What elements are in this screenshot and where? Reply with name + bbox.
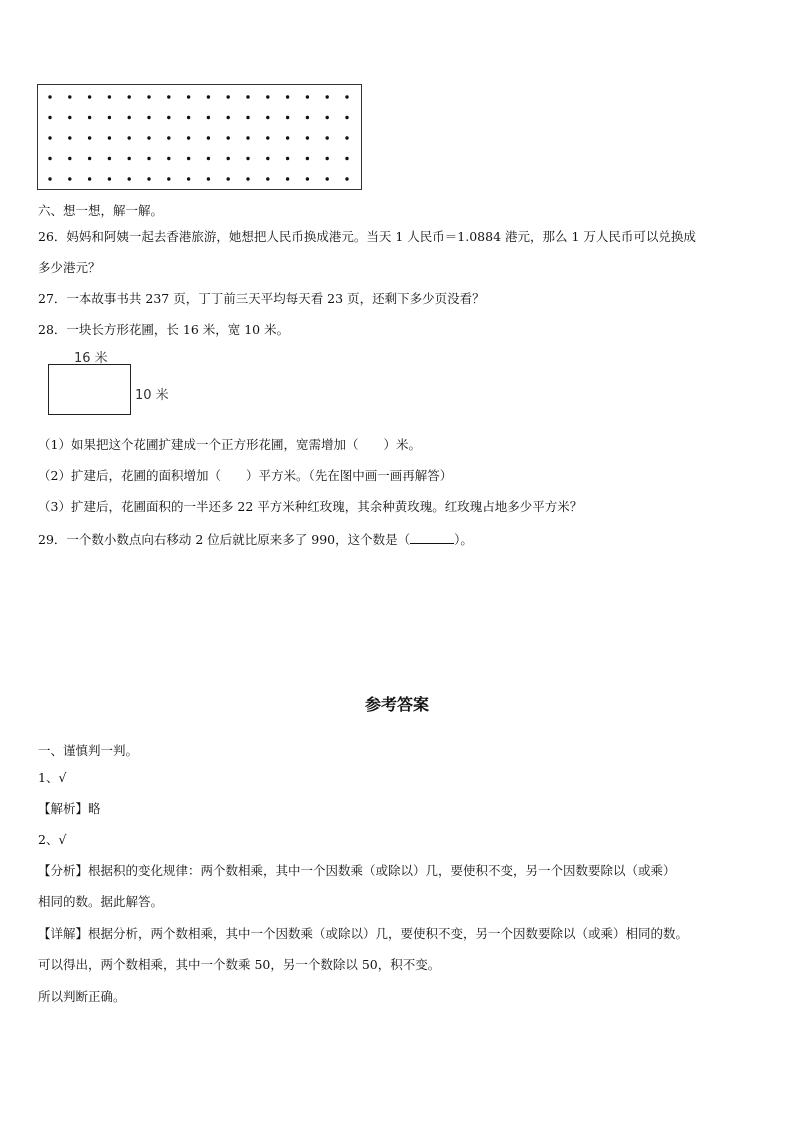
question-28-sub-3: （3）扩建后，花圃面积的一半还多 22 平方米种红玫瑰，其余种黄玫瑰。红玫瑰占地多少平方米？ — [38, 499, 583, 514]
grid-dot — [167, 95, 170, 98]
grid-dot — [88, 136, 91, 139]
grid-dot — [345, 157, 348, 160]
grid-dot — [48, 95, 51, 98]
grid-dot — [306, 95, 309, 98]
section-six-heading: 六、想一想，解一解。 — [38, 203, 164, 218]
grid-dot — [326, 177, 329, 180]
answer-2-analysis-line-2: 相同的数。据此解答。 — [38, 894, 164, 909]
grid-dot — [246, 136, 249, 139]
grid-dot — [88, 177, 91, 180]
answer-2: 2、√ — [38, 832, 67, 847]
grid-dot — [167, 136, 170, 139]
grid-dot — [167, 177, 170, 180]
grid-dot — [68, 177, 71, 180]
grid-dot — [108, 116, 111, 119]
grid-dot — [128, 136, 131, 139]
answer-2-detail-line-1: 【详解】根据分析，两个数相乘，其中一个因数乘（或除以）几，要使积不变，另一个因数要除以（或乘）相同的数。 — [38, 926, 689, 941]
grid-dot — [48, 136, 51, 139]
grid-dot — [326, 116, 329, 119]
grid-dot — [207, 116, 210, 119]
grid-dot — [266, 116, 269, 119]
question-27: 27．一本故事书共 237 页，丁丁前三天平均每天看 23 页，还剩下多少页没看？ — [38, 291, 485, 306]
grid-dot — [108, 157, 111, 160]
grid-dot — [108, 95, 111, 98]
grid-dot — [306, 116, 309, 119]
grid-dot — [68, 157, 71, 160]
grid-dot — [187, 177, 190, 180]
grid-dot — [48, 177, 51, 180]
grid-dot — [187, 136, 190, 139]
grid-dot — [286, 177, 289, 180]
grid-dot — [128, 157, 131, 160]
grid-dot — [88, 157, 91, 160]
grid-dot — [345, 136, 348, 139]
answer-blank — [410, 531, 454, 544]
grid-dot — [68, 136, 71, 139]
answer-1-analysis: 【解析】略 — [38, 801, 101, 816]
question-29-text: 29．一个数小数点向右移动 2 位后就比原来多了 990，这个数是（ — [38, 532, 411, 547]
grid-dot — [326, 157, 329, 160]
question-28: 28．一块长方形花圃，长 16 米，宽 10 米。 — [38, 322, 290, 337]
grid-dot — [246, 116, 249, 119]
grid-dot — [128, 95, 131, 98]
grid-dot — [266, 177, 269, 180]
grid-dot — [128, 116, 131, 119]
length-label: 16 米 — [74, 351, 108, 366]
grid-dot — [286, 116, 289, 119]
dot-grid-figure — [37, 84, 362, 190]
grid-dot — [326, 136, 329, 139]
grid-dot — [306, 177, 309, 180]
grid-dot — [147, 157, 150, 160]
grid-dot — [207, 95, 210, 98]
question-26-line-1: 26．妈妈和阿姨一起去香港旅游，她想把人民币换成港元。当天 1 人民币＝1.0884 港元，那么 1 万人民币可以兑换成 — [38, 229, 696, 244]
grid-dot — [246, 157, 249, 160]
dot-grid-svg — [38, 85, 363, 191]
grid-dot — [227, 157, 230, 160]
grid-dot — [207, 136, 210, 139]
answer-key-title: 参考答案 — [364, 695, 429, 714]
grid-dot — [246, 177, 249, 180]
question-28-sub-2: （2）扩建后，花圃的面积增加（ ）平方米。（先在图中画一画再解答） — [38, 468, 453, 483]
grid-dot — [266, 136, 269, 139]
grid-dot — [108, 177, 111, 180]
grid-dot — [88, 116, 91, 119]
garden-rectangle-figure — [46, 347, 186, 421]
grid-dot — [286, 157, 289, 160]
grid-dot — [286, 95, 289, 98]
grid-dot — [167, 116, 170, 119]
grid-dot — [187, 95, 190, 98]
grid-dot — [345, 177, 348, 180]
answer-2-conclusion: 所以判断正确。 — [38, 989, 126, 1004]
grid-dot — [187, 157, 190, 160]
grid-dot — [48, 157, 51, 160]
grid-dot — [227, 177, 230, 180]
grid-dot — [167, 157, 170, 160]
grid-dot — [345, 95, 348, 98]
grid-dot — [306, 157, 309, 160]
question-26-line-2: 多少港元？ — [38, 260, 101, 275]
grid-dot — [147, 116, 150, 119]
grid-dot — [88, 95, 91, 98]
grid-dot — [68, 95, 71, 98]
grid-dot — [345, 116, 348, 119]
grid-dot — [147, 95, 150, 98]
grid-dot — [266, 95, 269, 98]
answer-section-1-heading: 一、谨慎判一判。 — [38, 743, 139, 758]
grid-dot — [68, 116, 71, 119]
answer-1: 1、√ — [38, 770, 67, 785]
grid-dot — [246, 95, 249, 98]
answer-2-detail-line-2: 可以得出，两个数相乘，其中一个数乘 50，另一个数除以 50，积不变。 — [38, 957, 441, 972]
grid-dot — [147, 177, 150, 180]
grid-dot — [266, 157, 269, 160]
question-29 — [38, 531, 473, 548]
grid-dot — [187, 116, 190, 119]
grid-dot — [286, 136, 289, 139]
grid-dot — [306, 136, 309, 139]
width-label: 10 米 — [135, 388, 169, 403]
grid-dot — [227, 95, 230, 98]
grid-dot — [48, 116, 51, 119]
grid-dot — [227, 136, 230, 139]
answer-2-analysis-line-1: 【分析】根据积的变化规律：两个数相乘，其中一个因数乘（或除以）几，要使积不变，另一个因数要除以（或乘） — [38, 863, 676, 878]
grid-dot — [207, 157, 210, 160]
grid-dot — [326, 95, 329, 98]
grid-dot — [207, 177, 210, 180]
grid-dot — [227, 116, 230, 119]
grid-dot — [128, 177, 131, 180]
question-29-close: ）。 — [454, 532, 473, 547]
garden-rectangle — [48, 364, 131, 415]
grid-dot — [108, 136, 111, 139]
question-28-sub-1: （1）如果把这个花圃扩建成一个正方形花圃，宽需增加（ ）米。 — [38, 437, 421, 452]
grid-dot — [147, 136, 150, 139]
